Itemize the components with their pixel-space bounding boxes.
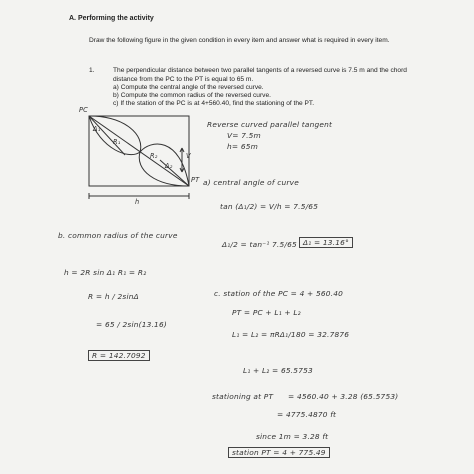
given-h: h= 65m — [227, 142, 259, 151]
instructions: Draw the following figure in the given condition in every item and answer what is required in every item. — [89, 37, 390, 44]
part-c-answer: station PT = 4 + 775.49 — [228, 447, 330, 458]
problem-part-c: c) If the station of the PC is at 4+560.40, find the stationing of the PT. — [113, 100, 315, 107]
problem-statement: The perpendicular distance between two parallel tangents of a reversed curve is 7.5 m and the chord distance from the PC to the PT is equal to 65 m. — [113, 67, 407, 83]
label-pc: PC — [79, 106, 88, 114]
part-c-stationing-label: stationing at PT — [212, 392, 274, 401]
label-delta2: Δ₂ — [165, 162, 173, 170]
given-v: V= 7.5m — [227, 131, 261, 140]
problem-part-b: b) Compute the common radius of the reversed curve. — [113, 92, 271, 99]
part-a-tan-equation: tan (Δ₁/2) = V/h = 7.5/65 — [220, 202, 319, 211]
part-b-eq1: h = 2R sin Δ₁ R₁ = R₂ — [64, 268, 147, 277]
problem-part-a: a) Compute the central angle of the reversed curve. — [113, 84, 264, 91]
part-c-stationing-expression: = 4560.40 + 3.28 (65.5753) — [288, 392, 399, 401]
part-c-length-equation: L₁ = L₂ = πRΔ₁/180 = 32.7876 — [232, 330, 350, 339]
label-delta1: Δ₁ — [93, 125, 101, 133]
part-c-title: c. station of the PC = 4 + 560.40 — [214, 289, 344, 298]
problem-number: 1. — [89, 67, 95, 74]
part-a-title: a) central angle of curve — [203, 178, 299, 187]
part-c-pt-equation: PT = PC + L₁ + L₂ — [232, 308, 301, 317]
label-r2: R₂ — [150, 152, 158, 160]
label-r1: R₁ — [113, 138, 121, 146]
part-b-eq2: R = h / 2sinΔ — [88, 292, 139, 301]
label-h: h — [135, 198, 140, 206]
part-c-stationing-feet: = 4775.4870 ft — [277, 410, 337, 419]
part-a-answer: Δ₁ = 13.16° — [299, 237, 353, 248]
part-c-conversion: since 1m = 3.28 ft — [256, 432, 329, 441]
part-b-title: b. common radius of the curve — [58, 231, 178, 240]
label-v: V — [186, 152, 191, 160]
section-title: A. Performing the activity — [69, 15, 154, 22]
part-b-eq3: = 65 / 2sin(13.16) — [96, 320, 167, 329]
part-a-inverse-equation: Δ₁/2 = tan⁻¹ 7.5/65 — [222, 240, 297, 249]
part-c-sum: L₁ + L₂ = 65.5753 — [243, 366, 313, 375]
part-b-answer: R = 142.7092 — [88, 350, 150, 361]
label-pt: PT — [191, 176, 200, 184]
given-title: Reverse curved parallel tangent — [207, 120, 333, 129]
